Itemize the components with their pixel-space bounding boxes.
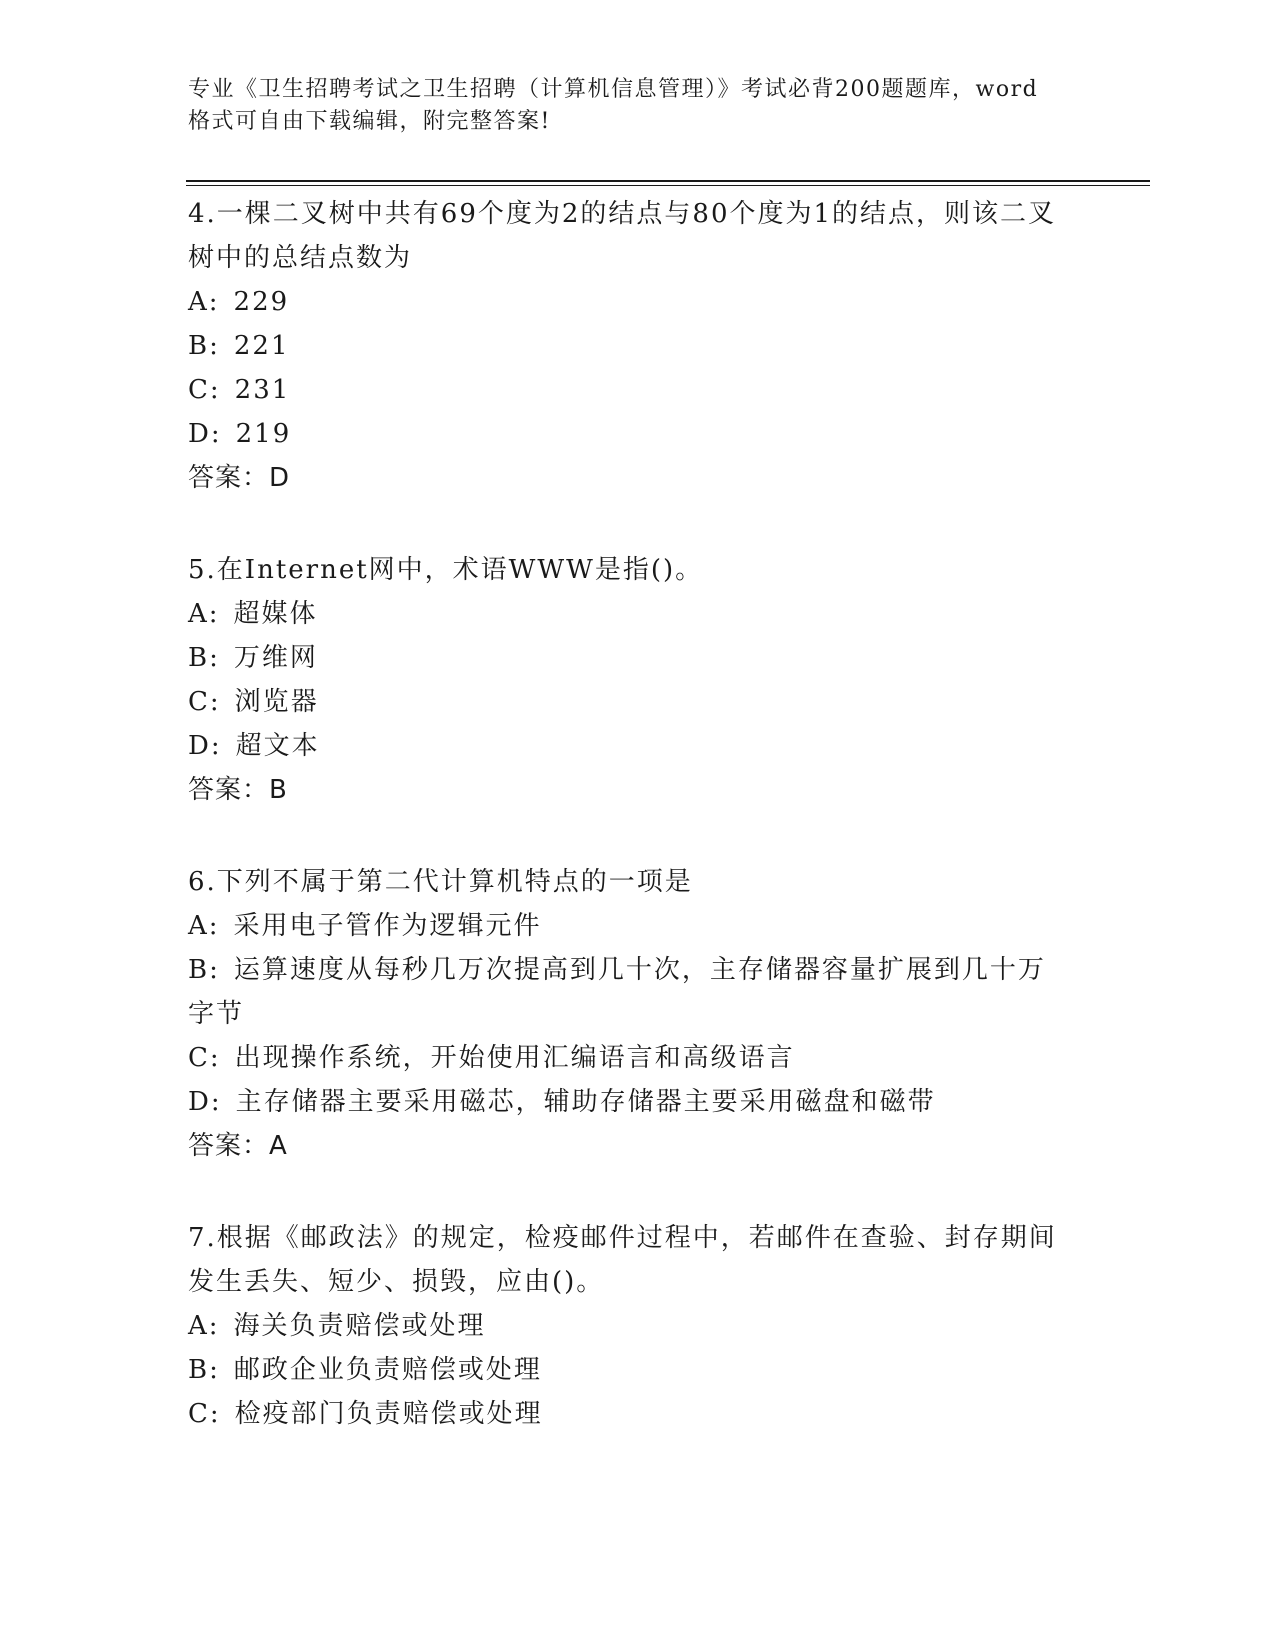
question-stem: 7.根据《邮政法》的规定，检疫邮件过程中，若邮件在查验、封存期间发生丢失、短少、损毁，应由()。 [188, 1223, 1057, 1297]
question-4 [188, 192, 1068, 500]
option-d [188, 412, 1068, 456]
option-text: 231 [234, 375, 291, 405]
header-line-2: 格式可自由下载编辑，附完整答案! [188, 109, 551, 134]
option-a [188, 1304, 1068, 1348]
option-b [188, 1348, 1068, 1392]
option-text: 221 [233, 331, 290, 361]
option-label: B: [188, 331, 220, 361]
option-text: 229 [233, 287, 290, 317]
option-d [188, 1080, 1068, 1124]
option-label: D: [188, 1087, 222, 1117]
question-stem: 5.在Internet网中，术语WWW是指()。 [188, 555, 704, 585]
option-text: 万维网 [233, 643, 318, 673]
option-b [188, 324, 1068, 368]
option-a [188, 592, 1068, 636]
question-6 [188, 860, 1068, 1168]
option-text: 邮政企业负责赔偿或处理 [233, 1355, 542, 1385]
option-label: C: [188, 1043, 221, 1073]
header-divider-thin [186, 185, 1150, 186]
option-a [188, 280, 1068, 324]
question-stem: 6.下列不属于第二代计算机特点的一项是 [188, 867, 693, 897]
document-header [188, 74, 1088, 138]
option-c [188, 1392, 1068, 1436]
option-b [188, 948, 1068, 1036]
answer-line: 答案：B [188, 775, 288, 805]
question-7 [188, 1216, 1068, 1436]
option-a [188, 904, 1068, 948]
option-text: 采用电子管作为逻辑元件 [233, 911, 542, 941]
option-text: 219 [235, 419, 292, 449]
question-list [188, 192, 1068, 1436]
option-label: A: [188, 287, 220, 317]
answer-line: 答案：D [188, 463, 291, 493]
option-label: C: [188, 687, 221, 717]
header-divider-thick [186, 180, 1150, 182]
header-line-1: 专业《卫生招聘考试之卫生招聘（计算机信息管理）》考试必背200题题库，word [188, 77, 1039, 102]
option-label: B: [188, 643, 220, 673]
option-text: 出现操作系统，开始使用汇编语言和高级语言 [234, 1043, 795, 1073]
option-text: 超媒体 [233, 599, 318, 629]
option-text: 浏览器 [234, 687, 319, 717]
option-text: 主存储器主要采用磁芯，辅助存储器主要采用磁盘和磁带 [235, 1087, 936, 1117]
option-text: 检疫部门负责赔偿或处理 [234, 1399, 543, 1429]
option-label: B: [188, 1355, 220, 1385]
option-label: A: [188, 911, 220, 941]
option-label: B: [188, 955, 220, 985]
option-c [188, 680, 1068, 724]
option-text: 超文本 [235, 731, 320, 761]
answer-line: 答案：A [188, 1131, 288, 1161]
option-label: D: [188, 419, 222, 449]
option-b [188, 636, 1068, 680]
option-label: D: [188, 731, 222, 761]
option-text: 海关负责赔偿或处理 [233, 1311, 486, 1341]
option-c [188, 1036, 1068, 1080]
option-c [188, 368, 1068, 412]
option-label: A: [188, 1311, 220, 1341]
option-label: C: [188, 375, 221, 405]
question-stem: 4.一棵二叉树中共有69个度为2的结点与80个度为1的结点，则该二叉树中的总结点数为 [188, 199, 1057, 273]
option-label: C: [188, 1399, 221, 1429]
option-text: 运算速度从每秒几万次提高到几十次，主存储器容量扩展到几十万字节 [188, 955, 1046, 1029]
question-5 [188, 548, 1068, 812]
option-label: A: [188, 599, 220, 629]
option-d [188, 724, 1068, 768]
